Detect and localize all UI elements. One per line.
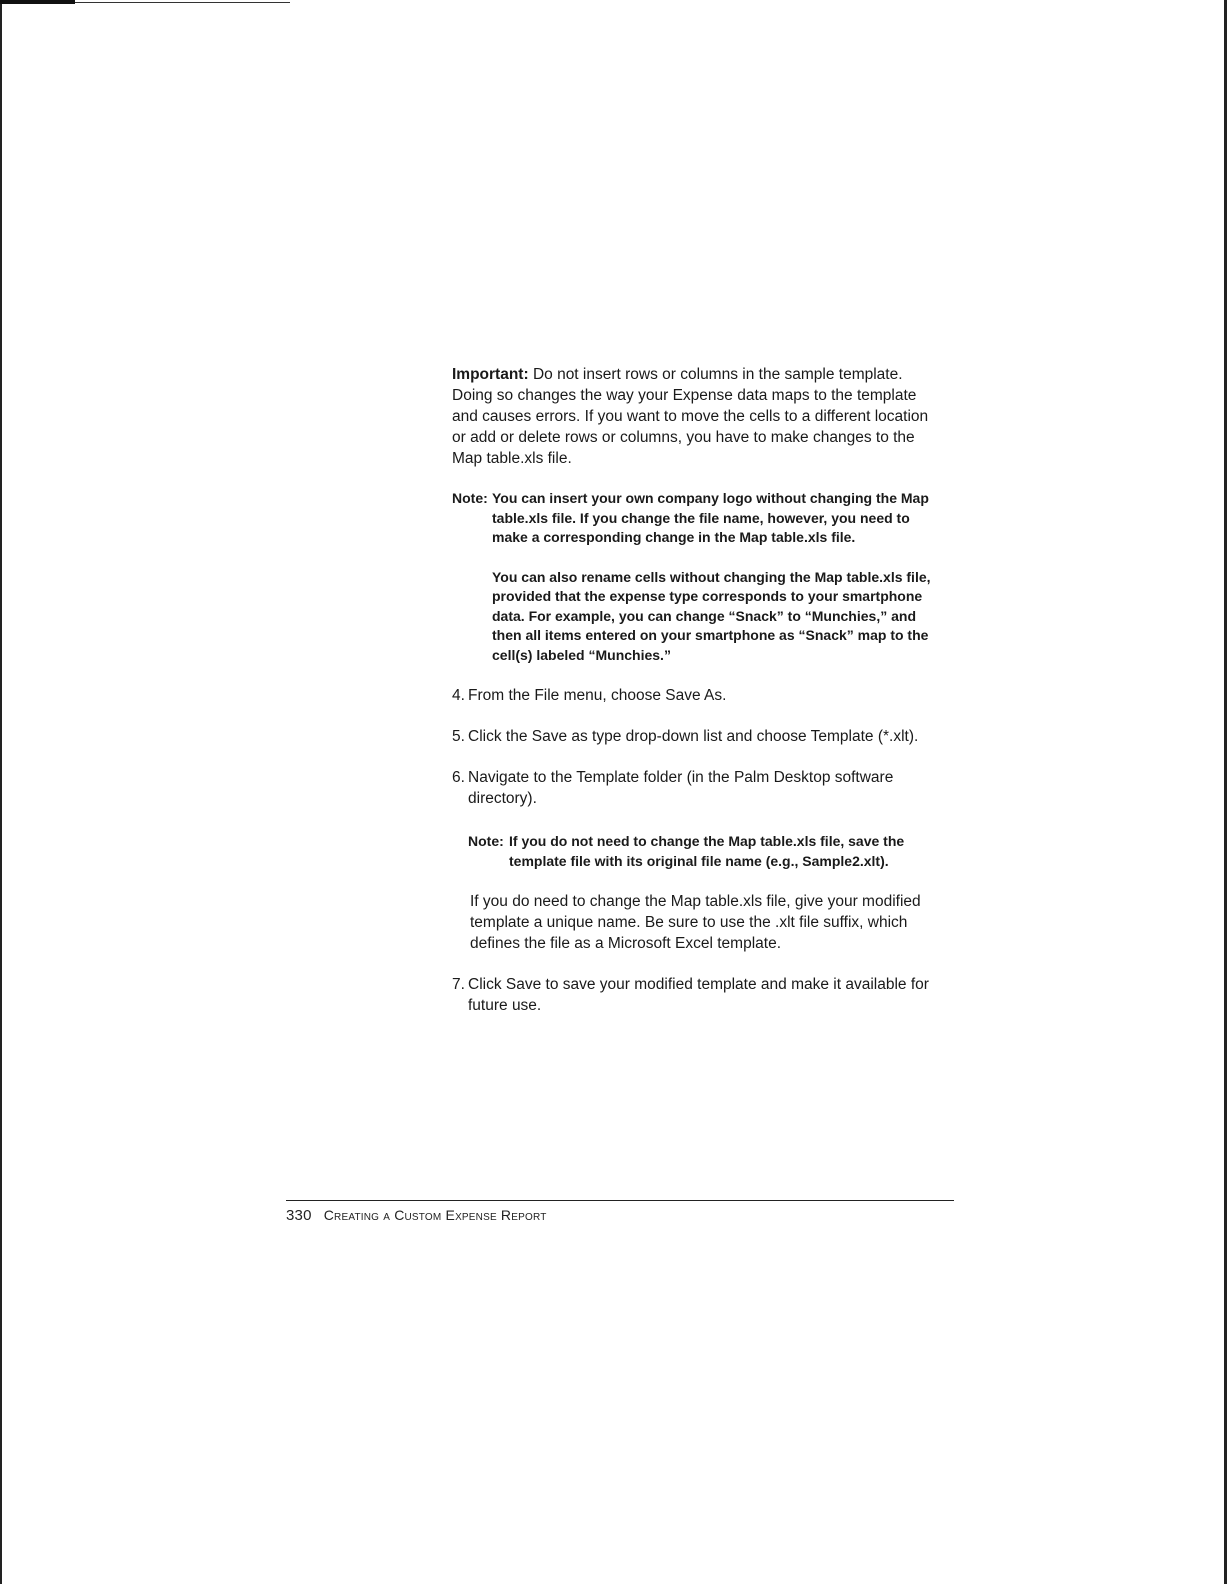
page-footer xyxy=(286,1207,547,1224)
top-rule-thick xyxy=(0,0,75,4)
step-number: 6. xyxy=(452,769,465,786)
page-content xyxy=(452,364,932,1016)
page-border-left xyxy=(0,0,2,1584)
note-label: Note: xyxy=(468,833,504,849)
step-6-followup: If you do need to change the Map table.xls file, give your modified template a unique name. Be sure to use the .xlt file suffix, which defines the file as a Microsoft Excel template. xyxy=(470,893,921,952)
step-text: Click Save to save your modified template and make it available for future use. xyxy=(468,976,929,1014)
step-text: From the File menu, choose Save As. xyxy=(468,687,727,704)
top-rule-thin xyxy=(75,2,290,3)
footer-rule xyxy=(286,1200,954,1201)
chapter-title: Creating a Custom Expense Report xyxy=(323,1207,547,1223)
step-number: 7. xyxy=(452,976,465,993)
step-number: 5. xyxy=(452,728,465,745)
step-6 xyxy=(452,767,932,809)
important-label: Important: xyxy=(452,366,529,383)
step-7 xyxy=(452,974,932,1016)
note-paragraph-2: You can also rename cells without changing the Map table.xls file, provided that the expense type corresponds to your smartphone data. For example, you can change “Snack” to “Munchies,” and then all items entered on your smartphone as “Snack” map to the cell(s) labeled “Munchies.” xyxy=(492,568,931,663)
step-5 xyxy=(452,726,932,747)
important-text: Do not insert rows or columns in the sample template. Doing so changes the way your Expense data maps to the template and causes errors. If you want to move the cells to a different location or add or delete rows or columns, you have to make changes to the Map table.xls file. xyxy=(452,366,929,467)
step-number: 4. xyxy=(452,687,465,704)
step-text: Click the Save as type drop-down list and choose Template (*.xlt). xyxy=(468,728,919,745)
note-block xyxy=(452,489,932,665)
note-block-2 xyxy=(468,832,932,871)
note-text: If you do not need to change the Map table.xls file, save the template file with its original file name (e.g., Sample2.xlt). xyxy=(509,833,905,869)
important-paragraph xyxy=(452,364,932,469)
step-text: Navigate to the Template folder (in the Palm Desktop software directory). xyxy=(468,769,894,807)
page-number: 330 xyxy=(286,1207,312,1224)
note-label: Note: xyxy=(452,490,488,506)
page-border-right xyxy=(1224,0,1227,1584)
step-4 xyxy=(452,685,932,706)
note-body xyxy=(492,489,932,665)
note-paragraph-1: You can insert your own company logo without changing the Map table.xls file. If you change the file name, however, you need to make a corresponding change in the Map table.xls file. xyxy=(492,490,929,545)
